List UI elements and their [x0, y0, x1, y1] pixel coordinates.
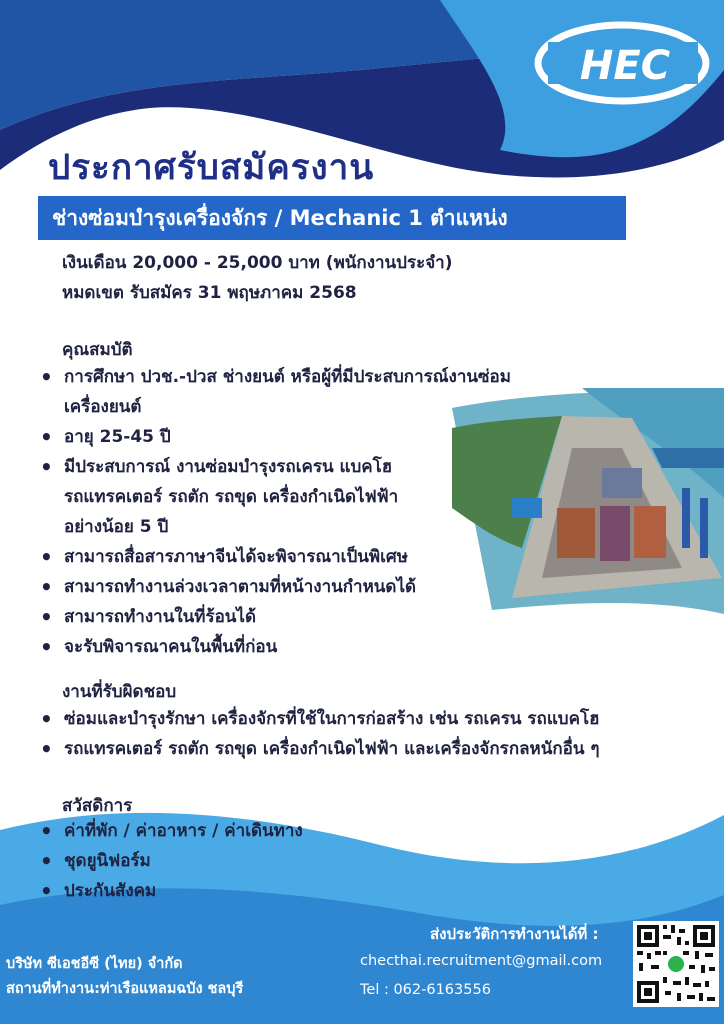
list-item: • สามารถทำงานในที่ร้อนได้ [38, 602, 511, 632]
list-item: • อายุ 25-45 ปี [38, 422, 511, 452]
company-name: บริษัท ซีเอชอีซี (ไทย) จำกัด [6, 956, 183, 972]
list-item: • สามารถสื่อสารภาษาจีนได้จะพิจารณาเป็นพิเศษ [38, 542, 511, 572]
page-title: ประกาศรับสมัครงาน [48, 148, 375, 188]
benefits-heading: สวัสดิการ [62, 796, 133, 816]
email-link[interactable]: checthai.recruitment@gmail.com [360, 953, 603, 969]
workplace-text: สถานที่ทำงาน:ท่าเรือแหลมฉบัง ชลบุรี [6, 981, 244, 997]
list-item: • ชุดยูนิฟอร์ม [38, 846, 303, 876]
line-app-icon [668, 956, 684, 972]
port-photo [452, 388, 724, 614]
list-item: • ซ่อมและบำรุงรักษา เครื่องจักรที่ใช้ในการก่อสร้าง เช่น รถเครน รถแบคโฮ [38, 704, 600, 734]
qualifications-list [38, 362, 511, 662]
responsibilities-heading: งานที่รับผิดชอบ [62, 682, 177, 702]
list-item: • สามารถทำงานล่วงเวลาตามที่หน้างานกำหนดได้ [38, 572, 511, 602]
list-item: • จะรับพิจารณาคนในพื้นที่ก่อน [38, 632, 511, 662]
position-banner: ช่างซ่อมบำรุงเครื่องจักร / Mechanic 1 ตำแหน่ง [38, 196, 626, 240]
list-item: • มีประสบการณ์ งานซ่อมบำรุงรถเครน แบคโฮ รถแทรคเตอร์ รถตัก รถขุด เครื่องกำเนิดไฟฟ้า อย่างน้อย 5 ปี [38, 452, 511, 542]
send-resume-heading: ส่งประวัติการทำงานได้ที่ : [430, 925, 599, 943]
deadline-text: หมดเขต รับสมัคร 31 พฤษภาคม 2568 [62, 283, 357, 303]
phone-text: Tel : 062-6163556 [360, 982, 491, 998]
line-qr-code[interactable] [633, 921, 719, 1007]
list-item: • ค่าที่พัก / ค่าอาหาร / ค่าเดินทาง [38, 816, 303, 846]
salary-text: เงินเดือน 20,000 - 25,000 บาท (พนักงานประจำ) [62, 253, 453, 273]
hec-logo [530, 18, 710, 108]
svg-text:HEC: HEC [579, 43, 671, 89]
list-item: • รถแทรคเตอร์ รถตัก รถขุด เครื่องกำเนิดไฟฟ้า และเครื่องจักรกลหนักอื่น ๆ [38, 734, 600, 764]
qualifications-heading: คุณสมบัติ [62, 340, 133, 360]
list-item: • ประกันสังคม [38, 876, 303, 906]
responsibilities-list [38, 704, 600, 764]
benefits-list [38, 816, 303, 906]
list-item: • การศึกษา ปวช.-ปวส ช่างยนต์ หรือผู้ที่มีประสบการณ์งานซ่อม เครื่องยนต์ [38, 362, 511, 422]
